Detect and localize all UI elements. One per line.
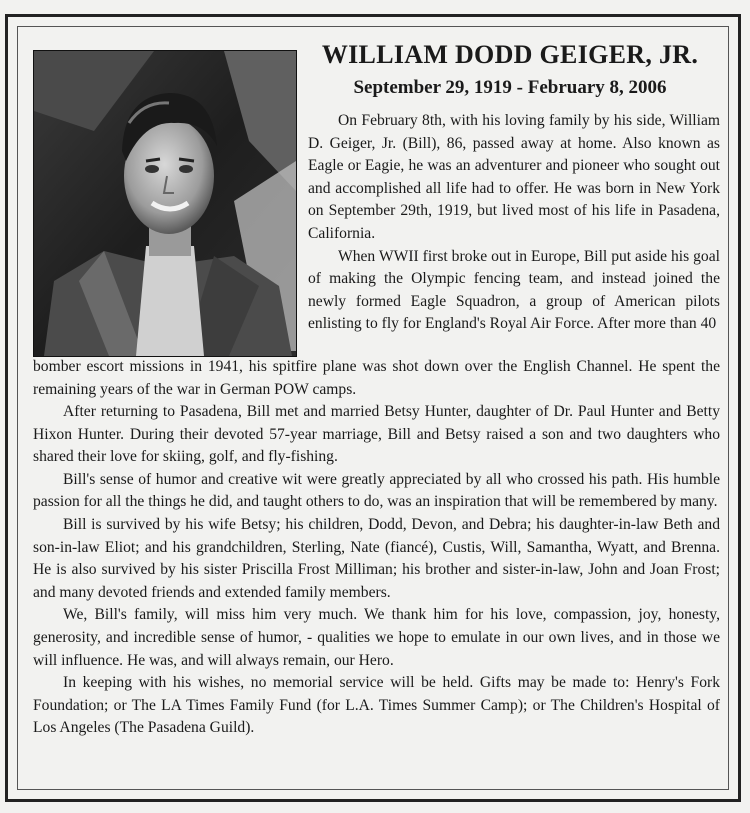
paragraph-5: Bill is survived by his wife Betsy; his children, Dodd, Devon, and Debra; his daughter-in-law Beth and son-in-law Eliot; and his grandchildren, Sterling, Nate (fiancé), Custis, Will, Samantha, Wyatt, and Brenna. He is also survived by his sister Priscilla Frost Milliman; his brother and sister-in-law, John and Joan Frost; and many devoted friends and extended family members.: [33, 515, 720, 601]
paragraph-1: On February 8th, with his loving family by his side, William D. Geiger, Jr. (Bill), 86, passed away at home. Also known as Eagle or Eagie, he was an adventurer and pioneer who sought out and accomplished all life had to offer. He was born in New York on September 29th, 1919, but lived most of his life in Pasadena, California.: [308, 112, 720, 242]
paragraph-6: We, Bill's family, will miss him very much. We thank him for his love, compassion, joy, honesty, generosity, and incredible sense of humor, - qualities we hope to emulate in our own lives, and in those we will influence. He was, and will always remain, our Hero.: [33, 606, 720, 669]
paragraph-4: Bill's sense of humor and creative wit were greatly appreciated by all who crossed his path. His humble passion for all the things he did, and taught others to do, was an inspiration that will be remembered by many.: [33, 470, 720, 511]
paragraph-7: In keeping with his wishes, no memorial service will be held. Gifts may be made to: Henry's Fork Foundation; or The LA Times Family Fund (for L.A. Times Summer Camp); or The Children's Hospital of Los Angeles (The Pasadena Guild).: [33, 674, 720, 737]
portrait-photo-icon: [34, 51, 296, 356]
column-right-text: [308, 110, 720, 336]
paragraph-2-top: When WWII first broke out in Europe, Bill put aside his goal of making the Olympic fencing team, and instead joined the newly formed Eagle Squadron, a group of American pilots enlisting to fly for England's Royal Air Force. After more than 40: [308, 247, 720, 333]
paragraph-2-bottom: bomber escort missions in 1941, his spitfire plane was shot down over the English Channel. He spent the remaining years of the war in German POW camps.: [33, 358, 720, 398]
paragraph-3: After returning to Pasadena, Bill met and married Betsy Hunter, daughter of Dr. Paul Hunter and Betty Hixon Hunter. During their devoted 57-year marriage, Bill and Betsy raised a son and two daughters who shared their love for skiing, golf, and fly-fishing.: [33, 403, 720, 466]
full-width-text: [33, 401, 720, 740]
paragraph-2-continued-block: [33, 356, 720, 401]
deceased-name: WILLIAM DODD GEIGER, JR.: [321, 40, 699, 69]
portrait-photo: [33, 50, 297, 357]
life-dates: September 29, 1919 - February 8, 2006: [353, 77, 667, 98]
